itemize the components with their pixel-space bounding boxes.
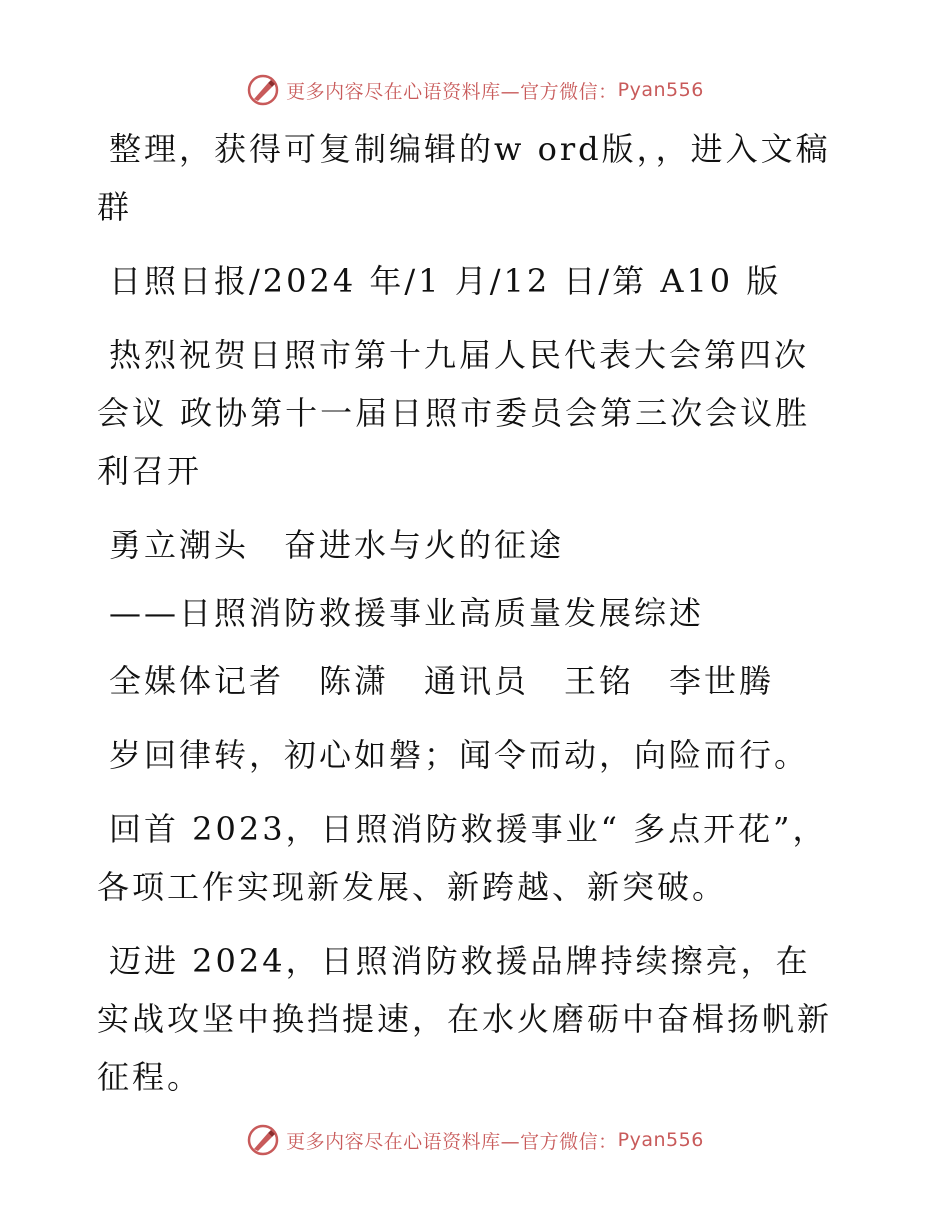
article-title: 勇立潮头 奋进水与火的征途 [109,526,565,564]
pen-logo-icon [246,73,280,107]
paragraph-source: 日照日报/2024 年/1 月/12 日/第 A10 版 [109,262,782,300]
paragraph-congrats: 热烈祝贺日照市第十九届人民代表大会第四次会议 政协第十一届日照市委员会第三次会议胜利召开 [97,336,811,490]
paragraph-lead: 岁回律转，初心如磐；闻令而动，向险而行。 [109,736,810,774]
article-byline: 全媒体记者 陈潇 通讯员 王铭 李世腾 [109,662,775,700]
header-banner [0,70,950,110]
banner-text: 更多内容尽在心语资料库—官方微信： [286,80,618,103]
footer-banner [0,1120,950,1160]
article-subtitle: ——日照消防救援事业高质量发展综述 [109,594,705,632]
banner-text: 更多内容尽在心语资料库—官方微信： [286,1130,618,1153]
paragraph-intro: 整理，获得可复制编辑的w ord版，，进入文稿群 [97,130,831,226]
paragraph-2024: 迈进 2024，日照消防救援品牌持续擦亮，在实战攻坚中换挡提速，在水火磨砺中奋楫扬帆新征程。 [97,942,833,1096]
document-body [97,120,842,1122]
wechat-id: Pyan556 [617,1129,704,1151]
wechat-id: Pyan556 [617,79,704,101]
paragraph-2023: 回首 2023，日照消防救援事业“ 多点开花”，各项工作实现新发展、新跨越、新突破。 [97,810,828,906]
pen-logo-icon [246,1123,280,1157]
